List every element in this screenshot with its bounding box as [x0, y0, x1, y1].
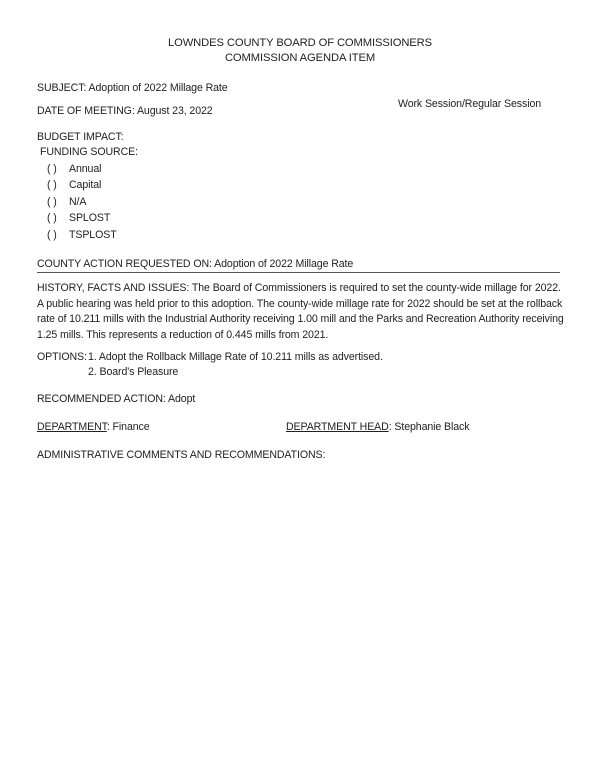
funding-option-capital	[47, 179, 101, 191]
funding-option-label: TSPLOST	[69, 229, 117, 241]
funding-option-splost	[47, 212, 110, 224]
checkbox-placeholder: ( )	[47, 212, 57, 224]
subject-value: Adoption of 2022 Millage Rate	[88, 82, 228, 94]
subject-line	[37, 82, 228, 94]
document-title-type: COMMISSION AGENDA ITEM	[224, 52, 376, 64]
recommended-action-label: RECOMMENDED ACTION:	[37, 393, 166, 405]
recommended-action-line	[37, 393, 195, 405]
meeting-date-line	[37, 105, 213, 117]
funding-option-label: Annual	[69, 163, 102, 175]
document-title-organization: LOWNDES COUNTY BOARD OF COMMISSIONERS	[168, 37, 432, 49]
county-action-line	[37, 258, 353, 270]
funding-option-na	[47, 196, 86, 208]
department-line	[37, 421, 150, 433]
administrative-comments-label: ADMINISTRATIVE COMMENTS AND RECOMMENDATIONS:	[37, 449, 326, 461]
session-type: Work Session/Regular Session	[398, 98, 542, 110]
history-text: The Board of Commissioners is required to set the county-wide millage for 2022. A public hearing was held prior to this adoption. The county-wide millage rate for 2022 should be set at the rollback rate of 10.211 mills with the Industrial Authority receiving 1.00 mill and the Parks and Recreation Authority receiving 1.25 mills. This represents a reduction of 0.445 mills from 2021.	[37, 282, 564, 341]
option-item-1: 1. Adopt the Rollback Millage Rate of 10.211 mills as advertised.	[88, 351, 383, 363]
checkbox-placeholder: ( )	[47, 229, 57, 241]
funding-option-annual	[47, 163, 101, 175]
checkbox-placeholder: ( )	[47, 179, 57, 191]
history-label: HISTORY, FACTS AND ISSUES:	[37, 282, 190, 294]
funding-option-tsplost	[47, 229, 117, 241]
county-action-label: COUNTY ACTION REQUESTED ON:	[37, 258, 212, 270]
funding-source-label: FUNDING SOURCE:	[40, 146, 138, 158]
recommended-action-value: Adopt	[168, 393, 196, 405]
county-action-value: Adoption of 2022 Millage Rate	[214, 258, 354, 270]
options-label: OPTIONS:	[37, 351, 87, 363]
subject-label: SUBJECT:	[37, 82, 87, 94]
meeting-date-value: August 23, 2022	[136, 105, 213, 117]
department-value: : Finance	[106, 421, 150, 433]
department-head-value: : Stephanie Black	[388, 421, 470, 433]
budget-impact-label: BUDGET IMPACT:	[37, 131, 124, 143]
section-divider	[37, 272, 560, 273]
history-facts-issues	[37, 281, 567, 343]
checkbox-placeholder: ( )	[47, 163, 57, 175]
meeting-date-label: DATE OF MEETING:	[37, 105, 135, 117]
option-item-2: 2. Board's Pleasure	[88, 366, 179, 378]
funding-option-label: N/A	[69, 196, 87, 208]
funding-option-label: SPLOST	[69, 212, 111, 224]
department-head-label: DEPARTMENT HEAD	[286, 421, 389, 433]
funding-option-label: Capital	[69, 179, 102, 191]
checkbox-placeholder: ( )	[47, 196, 57, 208]
department-head-line	[286, 421, 469, 433]
department-label: DEPARTMENT	[37, 421, 107, 433]
